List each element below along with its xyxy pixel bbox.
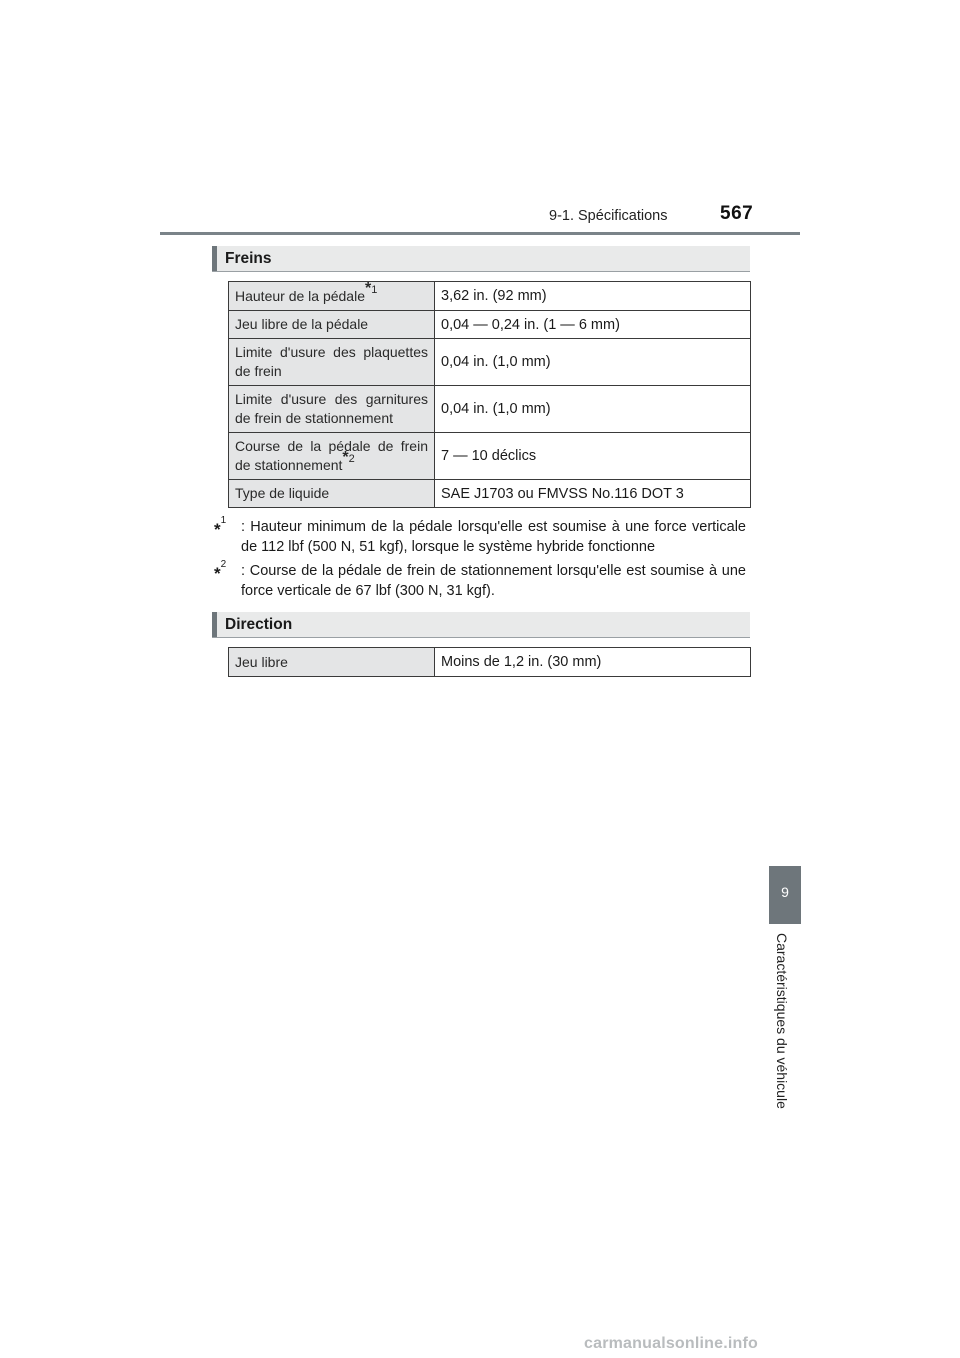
spec-key: Limite d'usure des plaquettes de frein	[229, 339, 435, 386]
footnote-text: : Hauteur minimum de la pédale lorsqu'elle est soumise à une force verticale de 112 lbf (500 N, 51 kgf), lorsque le système hybride fonctionne	[241, 519, 746, 555]
watermark: carmanualsonline.info	[584, 1335, 759, 1352]
spec-key: Type de liquide	[229, 480, 435, 508]
footnote-2	[214, 561, 746, 601]
header-rule	[160, 232, 800, 235]
table-row	[229, 480, 751, 508]
spec-value: 3,62 in. (92 mm)	[435, 282, 751, 311]
spec-key: Course de la pédale de frein de stationnement$^{*2}$	[229, 433, 435, 480]
table-row	[229, 282, 751, 311]
table-row	[229, 648, 751, 677]
spec-key: Jeu libre	[229, 648, 435, 677]
spec-key: Hauteur de la pédale$^{*1}$	[229, 282, 435, 311]
table-row	[229, 311, 751, 339]
chapter-number: 9	[781, 884, 789, 900]
spec-value: 0,04 in. (1,0 mm)	[435, 386, 751, 433]
chapter-tab	[769, 866, 801, 924]
spec-key: Jeu libre de la pédale	[229, 311, 435, 339]
chapter-label-text: Caractéristiques du véhicule	[774, 933, 790, 1109]
freins-section-heading	[212, 246, 750, 272]
footnote-1	[214, 517, 746, 557]
heading-accent-bar	[212, 612, 217, 637]
spec-key: Limite d'usure des garnitures de frein de stationnement	[229, 386, 435, 433]
direction-spec-table	[228, 647, 751, 677]
freins-spec-table	[228, 281, 751, 508]
heading-accent-bar	[212, 246, 217, 271]
direction-heading-label: Direction	[225, 616, 293, 633]
footnote-mark: *$^1$	[214, 515, 227, 539]
table-row	[229, 339, 751, 386]
spec-value: 0,04 — 0,24 in. (1 — 6 mm)	[435, 311, 751, 339]
spec-value: 0,04 in. (1,0 mm)	[435, 339, 751, 386]
chapter-label	[774, 933, 794, 1123]
freins-heading-label: Freins	[225, 250, 272, 267]
header-section-title: 9-1. Spécifications	[549, 208, 668, 224]
page-number: 567	[720, 203, 754, 224]
footnote-text: : Course de la pédale de frein de stationnement lorsqu'elle est soumise à une force verticale de 67 lbf (300 N, 31 kgf).	[241, 563, 746, 599]
footnote-mark: *$^2$	[214, 559, 227, 583]
footnote-ref: *2	[342, 449, 355, 467]
spec-value: SAE J1703 ou FMVSS No.116 DOT 3	[435, 480, 751, 508]
table-row	[229, 386, 751, 433]
direction-section-heading	[212, 612, 750, 638]
footnote-ref: *1	[365, 279, 378, 297]
spec-value: Moins de 1,2 in. (30 mm)	[435, 648, 751, 677]
table-row	[229, 433, 751, 480]
spec-value: 7 — 10 déclics	[435, 433, 751, 480]
